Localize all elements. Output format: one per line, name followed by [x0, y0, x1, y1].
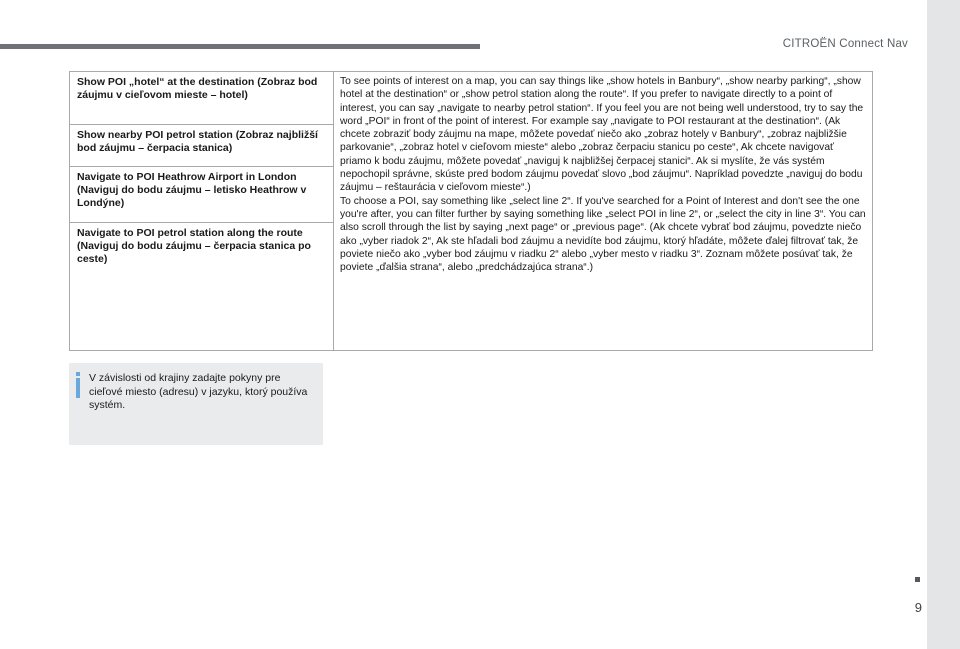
side-strip: [927, 0, 960, 649]
command-cell: Show nearby POI petrol station (Zobraz najbližší bod záujmu – čerpacia stanica): [70, 125, 333, 167]
command-cell: Navigate to POI Heathrow Airport in London (Naviguj do bodu záujmu – letisko Heathrow v Londýne): [70, 167, 333, 223]
info-note-text: V závislosti od krajiny zadajte pokyny pre cieľové miesto (adresu) v jazyku, ktorý používa systém.: [89, 372, 308, 411]
voice-command-table: [69, 71, 873, 351]
info-note: [69, 363, 323, 445]
page-number: 9: [914, 600, 922, 615]
description-cell: To see points of interest on a map, you can say things like „show hotels in Banbury“, „show nearby parking“, „show hotel at the destination“ or „show petrol station along the route“. If you prefer to navigate directly to a point of interest, you can say „navigate to nearby petrol station“. If you feel you are not being well understood, try to say the word „POI“ in front of the point of interest. For example say „navigate to POI restaurant at the destination“. (Ak chcete zobraziť body záujmu na mape, môžete povedať niečo ako „zobraz hotely v Banbury“, „zobraz najbližšie parkovanie“, „zobraz hotel v cieľovom mieste“ alebo „zobraz čerpaciu stanicu po ceste“, Ak chcete navigovať priamo k bodu záujmu, môžete povedať „naviguj k najbližšej čerpacej stanici“. Ak si myslíte, že vás systém nepochopil správne, skúste pred bodom záujmu povedať slovo „bod záujmu“. Napríklad povedzte „naviguj do bodu záujmu – reštaurácia v cieľovom mieste“.) To choose a POI, say something like „select line 2“. If you've searched for a Point of Interest and don't see the one you're after, you can filter further by saying something like „select POI in line 2“, or „select the city in line 3“. You can also scroll through the list by saying „next page“ or „previous page“. (Ak chcete vybrať bod záujmu, povedzte niečo ako „vyber riadok 2“, Ak ste hľadali bod záujmu a nevidíte bod záujmu, ktorý hľadáte, môžete ďalej filtrovať tak, že poviete niečo ako „vyber bod záujmu v riadku 2“ alebo „vyber mesto v riadku 3“. Zoznam môžete posúvať tak, že poviete „ďalšia strana“, alebo „predchádzajúca strana“.): [340, 76, 866, 274]
command-cell: Show POI „hotel“ at the destination (Zobraz bod záujmu v cieľovom mieste – hotel): [70, 72, 333, 125]
command-cell: Navigate to POI petrol station along the route (Naviguj do bodu záujmu – čerpacia stanica po ceste): [77, 227, 311, 265]
page-marker: [915, 577, 920, 582]
header-title: CITROËN Connect Nav: [782, 38, 908, 50]
info-icon: [76, 372, 80, 376]
header-rule: [0, 44, 480, 49]
command-column: [70, 72, 334, 350]
info-icon-bar: [76, 378, 80, 398]
